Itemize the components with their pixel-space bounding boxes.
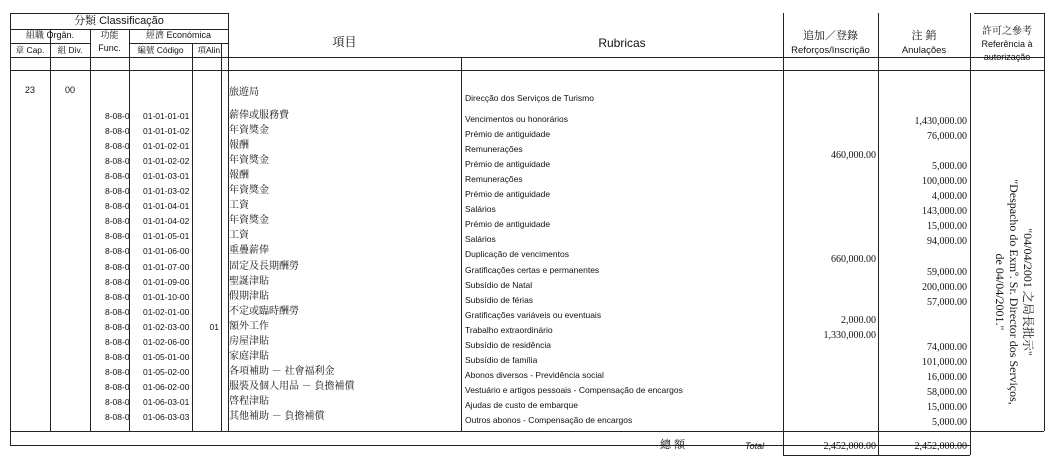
rule	[783, 13, 784, 455]
row-funcional: 8-08-0	[105, 381, 130, 392]
row-anulacoes: 59,000.00	[927, 266, 967, 278]
total-label-zh: 總 額	[660, 439, 686, 451]
row-codigo: 01-01-07-00	[143, 261, 190, 272]
row-codigo: 01-01-03-02	[143, 186, 190, 197]
header-funcional: Func.	[98, 43, 121, 53]
row-codigo: 01-01-04-02	[143, 216, 190, 227]
row-codigo: 01-01-10-00	[143, 291, 190, 302]
row-anulacoes: 4,000.00	[932, 191, 967, 203]
row-rubrica: Subsídio de férias	[465, 294, 534, 305]
row-anulacoes: 1,430,000.00	[914, 116, 967, 127]
row-item-zh: 啓程津貼	[229, 395, 269, 407]
header-funcional-zh: 功能	[100, 30, 119, 40]
rule	[461, 57, 462, 431]
header-alinea: 項Alin.	[197, 45, 223, 55]
header-referencia-zh: 許可之參考	[982, 26, 1032, 37]
rule	[1044, 13, 1045, 431]
row-rubrica: Prémio de antiguidade	[465, 219, 551, 230]
entity-name-zh: 旅遊局	[229, 87, 259, 98]
entity-name-pt: Direcção dos Serviços de Turismo	[465, 93, 594, 103]
row-codigo: 01-02-01-00	[143, 306, 190, 317]
row-item-zh: 工資	[229, 200, 249, 212]
row-rubrica: Remunerações	[465, 144, 523, 155]
row-codigo: 01-01-01-02	[143, 126, 190, 137]
row-funcional: 8-08-0	[105, 201, 130, 212]
row-anulacoes: 143,000.00	[922, 206, 967, 218]
row-codigo: 01-01-06-00	[143, 246, 190, 257]
row-item-zh: 固定及長期酬勞	[229, 260, 299, 272]
row-item-zh: 報酬	[229, 170, 249, 182]
row-anulacoes: 74,000.00	[927, 341, 967, 353]
row-rubrica: Duplicação de vencimentos	[465, 249, 569, 260]
header-classificacao: 分類 Classificação	[74, 15, 164, 27]
row-codigo: 01-01-02-01	[143, 141, 190, 152]
row-anulacoes: 5,000.00	[932, 161, 967, 173]
row-rubrica: Prémio de antiguidade	[465, 159, 551, 170]
row-funcional: 8-08-0	[105, 396, 130, 407]
row-funcional: 8-08-0	[105, 336, 130, 347]
row-anulacoes: 101,000.00	[922, 356, 967, 368]
row-rubrica: Outros abonos - Compensação de encargos	[465, 415, 633, 425]
row-funcional: 8-08-0	[105, 156, 130, 167]
row-rubrica: Trabalho extraordinário	[465, 324, 553, 335]
rule	[783, 455, 970, 456]
header-item-zh: 項目	[332, 35, 357, 49]
row-funcional: 8-08-0	[105, 231, 130, 242]
header-anulacoes-zh: 注 銷	[911, 30, 937, 42]
header-referencia-2: autorização	[983, 52, 1031, 62]
row-codigo: 01-01-09-00	[143, 276, 190, 287]
row-reforcos: 2,000.00	[841, 314, 876, 326]
row-rubrica: Vencimentos ou honorários	[465, 114, 569, 124]
row-funcional: 8-08-0	[105, 321, 130, 332]
header-reforcos: Reforços/Inscrição	[791, 45, 870, 56]
authorization-line-1: "04/04/2001 之局長批示"	[1021, 228, 1035, 356]
row-funcional: 8-08-0	[105, 141, 130, 152]
row-item-zh: 薪俸或服務費	[229, 110, 289, 121]
entity-divisao: 00	[64, 85, 75, 95]
row-rubrica: Salários	[465, 204, 496, 215]
row-funcional: 8-08-0	[105, 412, 130, 422]
row-rubrica: Gratificações certas e permanentes	[465, 264, 600, 275]
row-anulacoes: 15,000.00	[927, 221, 967, 233]
rule	[221, 43, 222, 431]
row-item-zh: 家庭津貼	[229, 350, 269, 362]
row-item-zh: 年資獎金	[229, 125, 269, 137]
row-anulacoes: 15,000.00	[927, 401, 967, 413]
row-funcional: 8-08-0	[105, 351, 130, 362]
row-anulacoes: 5,000.00	[932, 417, 967, 428]
rule	[10, 13, 229, 14]
row-rubrica: Prémio de antiguidade	[465, 129, 551, 140]
row-rubrica: Salários	[465, 234, 496, 245]
total-reforcos: 2,452,000.00	[823, 441, 876, 452]
row-funcional: 8-08-0	[105, 186, 130, 197]
header-capitulo: 章 Cap.	[15, 45, 45, 55]
row-anulacoes: 58,000.00	[927, 386, 967, 398]
header-codigo: 編號 Código	[137, 45, 184, 55]
row-codigo: 01-02-06-00	[143, 336, 190, 347]
row-rubrica: Vestuário e artigos pessoais - Compensação de encargos	[465, 384, 683, 395]
row-item-zh: 假期津貼	[229, 290, 269, 302]
header-organica: 組職 Orgân.	[25, 30, 74, 40]
row-item-zh: 各項補助 － 社會福利金	[229, 365, 335, 377]
row-rubrica: Ajudas de custo de embarque	[465, 399, 578, 410]
total-anulacoes: 2,452,000.00	[914, 441, 967, 452]
rule	[129, 43, 228, 44]
rule	[10, 70, 1044, 71]
row-codigo: 01-01-03-01	[143, 171, 190, 182]
row-codigo: 01-01-01-01	[143, 111, 190, 121]
header-anulacoes: Anulações	[901, 45, 947, 56]
row-anulacoes: 57,000.00	[927, 296, 967, 308]
row-codigo: 01-02-03-00	[143, 321, 190, 332]
row-funcional: 8-08-0	[105, 216, 130, 227]
row-funcional: 8-08-0	[105, 366, 130, 377]
row-item-zh: 報酬	[229, 140, 249, 152]
rule	[10, 431, 1044, 432]
row-reforcos: 660,000.00	[831, 254, 876, 266]
row-rubrica: Abonos diversos - Previdência social	[465, 369, 604, 380]
row-reforcos: 460,000.00	[831, 150, 876, 162]
row-item-zh: 服裝及個人用品 － 負擔補償	[229, 380, 355, 392]
row-codigo: 01-01-05-01	[143, 231, 190, 242]
row-item-zh: 年資獎金	[229, 155, 269, 167]
row-rubrica: Subsídio de residência	[465, 339, 552, 350]
row-item-zh: 房屋津貼	[229, 335, 269, 347]
rule	[90, 29, 91, 431]
row-alinea: 01	[209, 321, 219, 332]
row-codigo: 01-01-04-01	[143, 201, 190, 212]
row-codigo: 01-06-03-01	[143, 396, 190, 407]
total-label: Total	[745, 441, 765, 451]
rule	[10, 57, 1044, 58]
row-funcional: 8-08-0	[105, 126, 130, 137]
row-funcional: 8-08-0	[105, 261, 130, 272]
header-referencia-1: Referência à	[981, 39, 1033, 49]
row-rubrica: Remunerações	[465, 174, 523, 185]
header-rubricas: Rubricas	[598, 36, 646, 50]
row-rubrica: Gratificações variáveis ou eventuais	[465, 309, 602, 320]
entity-capitulo: 23	[24, 85, 35, 95]
row-funcional: 8-08-0	[105, 306, 130, 317]
row-funcional: 8-08-0	[105, 276, 130, 287]
row-codigo: 01-05-01-00	[143, 351, 190, 362]
authorization-line-3: de 04/04/2001."	[993, 253, 1007, 331]
row-anulacoes: 100,000.00	[922, 176, 967, 188]
rule	[974, 13, 1044, 14]
rule	[10, 13, 11, 445]
row-funcional: 8-08-0	[105, 111, 130, 121]
row-item-zh: 工資	[229, 230, 249, 242]
row-item-zh: 重疊薪俸	[229, 245, 269, 257]
row-funcional: 8-08-0	[105, 246, 130, 257]
row-rubrica: Prémio de antiguidade	[465, 189, 551, 200]
header-divisao: 組 Div.	[57, 45, 83, 55]
row-codigo: 01-06-03-03	[143, 412, 190, 422]
row-item-zh: 其他補助 － 負擔補償	[229, 411, 325, 422]
authorization-note	[993, 167, 1035, 417]
row-funcional: 8-08-0	[105, 171, 130, 182]
authorization-line-2: "Despacho do Exmº. Sr. Director dos Serviços,	[1007, 179, 1021, 405]
row-codigo: 01-05-02-00	[143, 366, 190, 377]
row-anulacoes: 16,000.00	[927, 371, 967, 383]
row-codigo: 01-01-02-02	[143, 156, 190, 167]
row-item-zh: 年資獎金	[229, 215, 269, 227]
header-economica: 經濟 Económica	[145, 30, 212, 40]
header-reforcos-zh: 追加／登錄	[803, 30, 858, 42]
row-item-zh: 年資獎金	[229, 185, 269, 197]
row-codigo: 01-06-02-00	[143, 381, 190, 392]
row-anulacoes: 76,000.00	[927, 131, 967, 143]
rule	[192, 43, 193, 431]
rule	[970, 13, 971, 455]
row-item-zh: 聖誕津貼	[229, 275, 269, 287]
row-item-zh: 不定或臨時酬勞	[229, 305, 299, 317]
row-funcional: 8-08-0	[105, 291, 130, 302]
row-anulacoes: 200,000.00	[922, 281, 967, 293]
row-reforcos: 1,330,000.00	[823, 329, 876, 341]
row-item-zh: 額外工作	[229, 320, 269, 332]
row-anulacoes: 94,000.00	[927, 236, 967, 248]
row-rubrica: Subsídio de família	[465, 354, 538, 365]
row-rubrica: Subsídio de Natal	[465, 279, 533, 290]
